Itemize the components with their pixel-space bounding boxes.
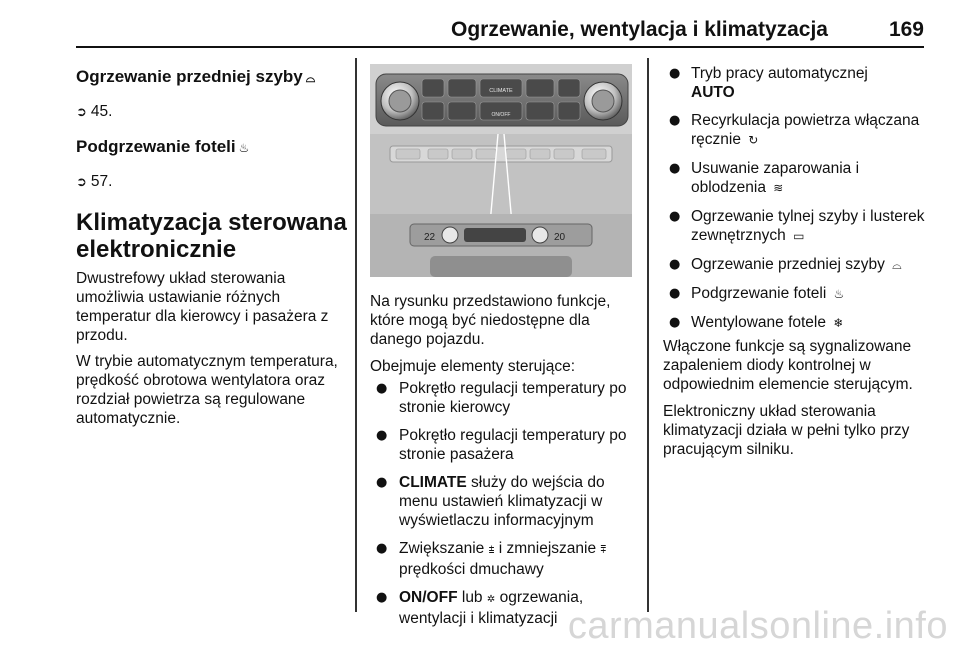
page-header-title: Ogrzewanie, wentylacja i klimatyzacja <box>450 18 828 41</box>
column-divider-1 <box>355 58 357 612</box>
column-1 <box>76 64 348 428</box>
seat-heat-icon: ♨ <box>833 287 845 301</box>
page-number: 169 <box>888 18 924 41</box>
list-item: ● Usuwanie zaparowania i oblodzenia ≋ <box>663 159 928 198</box>
seat-vent-icon: ❄ <box>833 316 844 330</box>
list-item: ● Ogrzewanie tylnej szyby i lusterek zewnętrznych ▭ <box>663 207 928 246</box>
right-temp-display: 20 <box>554 232 566 243</box>
paragraph-auto-mode: W trybie automatycznym temperatura, prędkość obrotowa wentylatora oraz rozdział powietrza są regulowane automatycznie. <box>76 353 338 427</box>
list-item: ● Tryb pracy automatycznej AUTO <box>663 64 928 102</box>
controls-list <box>370 379 636 628</box>
section-heading-climate: Klimatyzacja sterowana elektronicznie <box>76 209 347 263</box>
column-2 <box>370 292 636 628</box>
reference-windshield: ➲ 45. <box>76 103 113 120</box>
onoff-button-label: ON/OFF <box>491 112 511 118</box>
windshield-heat-icon: ⌓ <box>892 258 902 272</box>
list-item: ● Ogrzewanie przedniej szyby ⌓ <box>663 255 928 275</box>
list-item: ● Podgrzewanie foteli ♨ <box>663 284 928 304</box>
list-item: ● ON/OFF lub ✲ ogrzewania, wentylacji i klimatyzacji <box>370 588 636 628</box>
paragraph-controls-intro: Obejmuje elementy sterujące: <box>370 358 576 375</box>
section-title-windshield: Ogrzewanie przedniej szyby ⌓ <box>76 66 348 89</box>
functions-list <box>663 64 928 333</box>
list-item: ● CLIMATE służy do wejścia do menu ustawień klimatyzacji w wyświetlaczu informacyjnym <box>370 473 636 530</box>
paragraph-engine-running: Elektroniczny układ sterowania klimatyzacji działa w pełni tylko przy pracującym silniku. <box>663 403 910 458</box>
reference-seat-heat: ➲ 57. <box>76 173 113 190</box>
list-item: ● Wentylowane fotele ❄ <box>663 313 928 333</box>
climate-panel-figure <box>370 64 632 277</box>
climate-button-label: CLIMATE <box>489 88 513 94</box>
rear-window-heat-icon: ▭ <box>793 229 805 243</box>
paragraph-dual-zone: Dwustrefowy układ sterowania umożliwia ustawianie różnych temperatur dla kierowcy i pasażera z przodu. <box>76 270 329 344</box>
list-item: ● Zwiększanie ⩲ i zmniejszanie ⩱ prędkości dmuchawy <box>370 539 636 579</box>
recirculation-icon: ↻ <box>748 133 759 147</box>
column-divider-2 <box>647 58 649 612</box>
fan-off-icon: ✲ <box>486 594 496 605</box>
paragraph-indicator-leds: Włączone funkcje są sygnalizowane zapaleniem diody kontrolnej w odpowiednim elemencie sterującym. <box>663 338 913 393</box>
paragraph-figure-note: Na rysunku przedstawiono funkcje, które mogą być niedostępne dla danego pojazdu. <box>370 293 611 348</box>
list-item: ● Pokrętło regulacji temperatury po stronie kierowcy <box>370 379 636 417</box>
windshield-heat-icon: ⌓ <box>305 71 316 85</box>
column-3 <box>663 64 928 459</box>
watermark: carmanualsonline.info <box>567 605 948 647</box>
fan-up-icon: ⩲ <box>488 545 495 556</box>
section-title-seat-heat: Podgrzewanie foteli ♨ <box>76 136 348 159</box>
seat-heat-icon: ♨ <box>238 141 250 155</box>
list-item: ● Recyrkulacja powietrza włączana ręcznie ↻ <box>663 111 928 150</box>
left-temp-display: 22 <box>424 232 436 243</box>
header-rule <box>76 46 924 48</box>
fan-down-icon: ⩱ <box>600 545 607 556</box>
list-item: ● Pokrętło regulacji temperatury po stronie pasażera <box>370 426 636 464</box>
reference-arrow-icon: ➲ <box>76 175 87 190</box>
reference-arrow-icon: ➲ <box>76 105 87 120</box>
defrost-icon: ≋ <box>773 181 784 195</box>
